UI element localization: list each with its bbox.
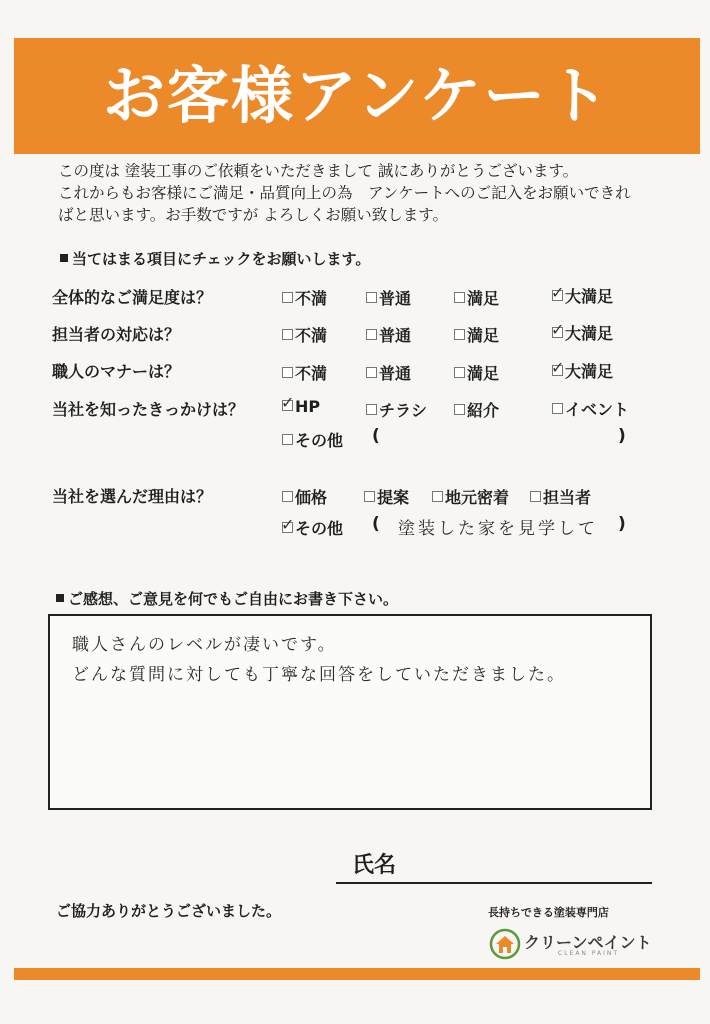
paren-close: ) [618,426,626,446]
name-field-underline[interactable] [336,882,652,884]
option-referral[interactable]: 紹介 [454,398,499,421]
check-mark-icon: ✓ [551,358,565,377]
checkbox-icon[interactable] [551,320,565,339]
option-event[interactable]: イベント [552,397,629,420]
option-futsuu[interactable]: 普通 [366,286,411,309]
checkbox-icon[interactable] [282,292,293,303]
comment-line: 職人さんのレベルが凄いです。 [72,635,337,655]
paren-open: ( [372,514,380,534]
company-logo [488,926,668,962]
checkbox-icon[interactable] [366,367,377,378]
square-bullet-icon [56,594,64,602]
check-section-title: 当てはまる項目にチェックをお願いします。 [60,248,370,269]
option-futsuu[interactable]: 普通 [366,361,411,384]
option-daimanzoku[interactable]: ✓ 大満足 [551,358,614,381]
logo-text: クリーンペイント [524,933,652,952]
checkbox-icon[interactable] [552,403,563,414]
option-other[interactable]: その他 [282,428,343,451]
intro-line: この度は 塗装工事のご依頼をいただきまして 誠にありがとうございます。 [58,162,579,180]
comment-line: どんな質問に対しても丁寧な回答をしていただきました。 [72,665,566,685]
title-banner [14,38,700,154]
checkbox-icon[interactable] [432,491,443,502]
question-craftsman-manners: 職人のマナーは？ [52,362,181,381]
option-daimanzoku[interactable]: ✓ 大満足 [551,283,614,306]
question-how-found: 当社を知ったきっかけは？ [52,400,245,419]
checkbox-icon[interactable] [282,329,293,340]
paren-open: ( [372,426,380,446]
page-title: お客様アンケート [102,59,612,132]
checkbox-icon[interactable] [454,292,465,303]
option-price[interactable]: 価格 [282,485,327,508]
checkbox-icon[interactable] [366,292,377,303]
checkbox-icon[interactable] [366,404,377,415]
intro-text [58,160,678,226]
option-manzoku[interactable]: 満足 [454,361,499,384]
other-reason-field[interactable]: 塗装した家を見学して [398,519,598,539]
checkbox-icon[interactable] [282,434,293,445]
option-fuman[interactable]: 不満 [282,323,327,346]
option-fuman[interactable]: 不満 [282,361,327,384]
option-staff[interactable]: 担当者 [530,485,591,508]
question-why-chosen: 当社を選んだ理由は？ [52,487,213,506]
checkbox-icon[interactable] [454,404,465,415]
checkbox-icon[interactable] [454,329,465,340]
comment-section-title: ご感想、ご意見を何でもご自由にお書き下さい。 [56,588,398,609]
check-mark-icon: ✓ [551,283,565,302]
checkbox-icon[interactable] [454,367,465,378]
option-daimanzoku[interactable]: ✓ 大満足 [551,320,614,343]
logo-subtext: CLEAN PAINT [558,950,620,957]
checkbox-icon[interactable] [282,491,293,502]
company-tagline: 長持ちできる塗装専門店 [488,906,609,919]
check-mark-icon: ✓ [281,515,295,534]
option-fuman[interactable]: 不満 [282,286,327,309]
question-staff-response: 担当者の対応は？ [52,325,181,344]
intro-line: これからもお客様にご満足・品質向上の為 アンケートへのご記入をお願いできれ [58,184,631,202]
checkbox-icon[interactable] [530,491,541,502]
house-logo-icon [488,926,522,960]
bottom-accent-bar [14,968,700,980]
checkbox-icon[interactable] [551,283,565,302]
option-flyer[interactable]: チラシ [366,398,427,421]
option-proposal[interactable]: 提案 [364,485,409,508]
checkbox-icon[interactable] [366,329,377,340]
option-manzoku[interactable]: 満足 [454,323,499,346]
option-hp[interactable]: ✓ HP [281,393,321,416]
checkbox-icon[interactable] [282,367,293,378]
thanks-text: ご協力ありがとうございました。 [56,902,282,920]
square-bullet-icon [60,254,68,262]
option-local[interactable]: 地元密着 [432,485,509,508]
checkbox-icon[interactable] [364,491,375,502]
paren-close: ) [618,514,626,534]
checkbox-icon[interactable] [281,393,295,412]
checkbox-icon[interactable] [551,358,565,377]
question-overall-satisfaction: 全体的なご満足度は？ [52,288,213,307]
option-futsuu[interactable]: 普通 [366,323,411,346]
checkbox-icon[interactable] [281,515,295,534]
intro-line: ばと思います。お手数ですが よろしくお願い致します。 [58,206,448,224]
name-label: 氏名 [352,853,397,878]
check-mark-icon: ✓ [551,320,565,339]
check-mark-icon: ✓ [281,393,295,412]
comment-textarea[interactable] [48,614,652,810]
option-other[interactable]: ✓ その他 [281,515,344,538]
option-manzoku[interactable]: 満足 [454,286,499,309]
